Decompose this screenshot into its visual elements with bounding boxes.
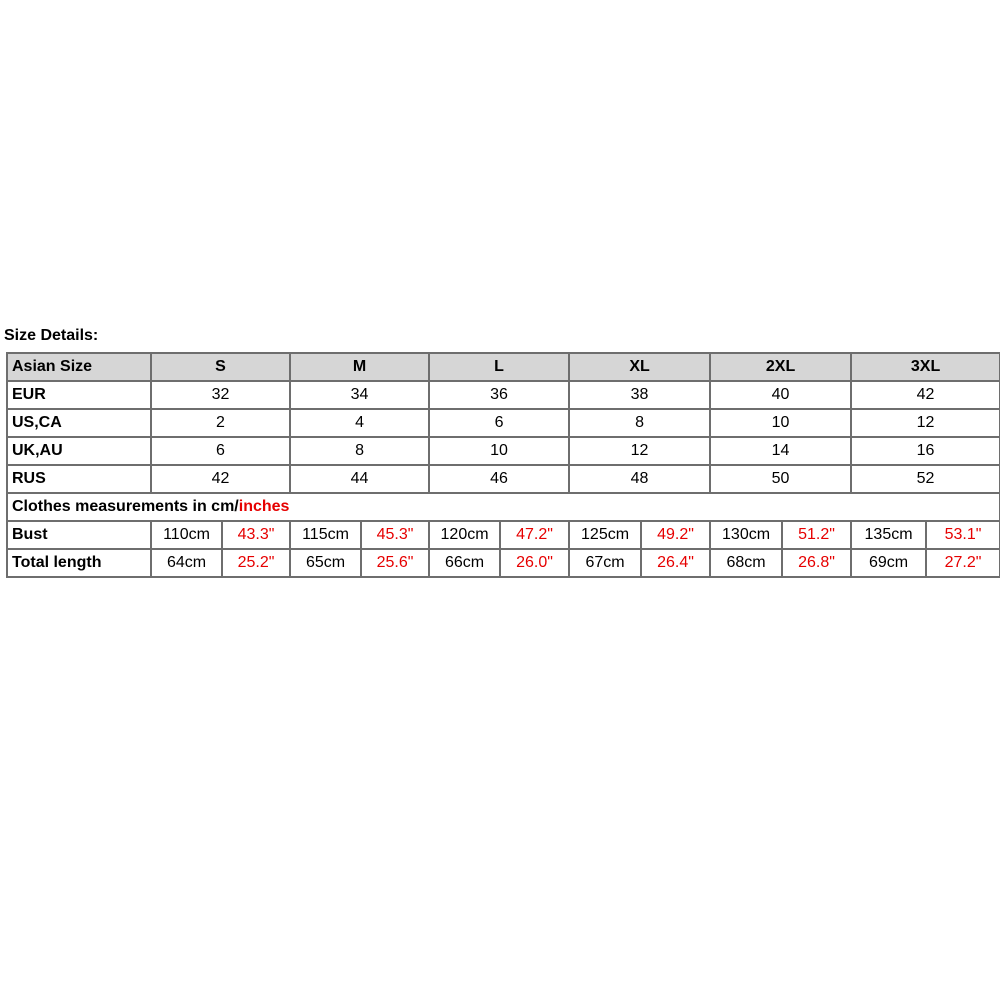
inch-value-cell: 43.3" [222,521,290,549]
conversion-value-cell: 38 [569,381,710,409]
size-chart-table [6,352,1000,578]
size-header-cell: 3XL [851,353,1000,381]
measurement-row [7,521,1000,549]
conversion-value-cell: 48 [569,465,710,493]
conversion-value-cell: 16 [851,437,1000,465]
inch-value-cell: 27.2" [926,549,1000,577]
conversion-label-cell: UK,AU [7,437,151,465]
conversion-value-cell: 12 [569,437,710,465]
cm-value-cell: 135cm [851,521,926,549]
conversion-label-cell: RUS [7,465,151,493]
cm-value-cell: 64cm [151,549,222,577]
cm-value-cell: 69cm [851,549,926,577]
conversion-row [7,465,1000,493]
cm-value-cell: 68cm [710,549,782,577]
measurement-label-cell: Bust [7,521,151,549]
inch-value-cell: 26.4" [641,549,710,577]
conversion-value-cell: 46 [429,465,569,493]
conversion-value-cell: 50 [710,465,851,493]
cm-value-cell: 110cm [151,521,222,549]
measurement-section-row [7,493,1000,521]
conversion-value-cell: 2 [151,409,290,437]
conversion-value-cell: 6 [429,409,569,437]
measurement-row [7,549,1000,577]
conversion-value-cell: 36 [429,381,569,409]
measurement-label-cell: Total length [7,549,151,577]
header-row [7,353,1000,381]
cm-value-cell: 125cm [569,521,641,549]
conversion-label-cell: EUR [7,381,151,409]
conversion-row [7,437,1000,465]
conversion-value-cell: 8 [569,409,710,437]
inch-value-cell: 45.3" [361,521,429,549]
inch-value-cell: 51.2" [782,521,851,549]
cm-value-cell: 65cm [290,549,361,577]
conversion-value-cell: 12 [851,409,1000,437]
conversion-value-cell: 14 [710,437,851,465]
conversion-value-cell: 8 [290,437,429,465]
inch-value-cell: 25.2" [222,549,290,577]
inch-value-cell: 26.0" [500,549,569,577]
conversion-value-cell: 42 [851,381,1000,409]
cm-value-cell: 66cm [429,549,500,577]
conversion-value-cell: 10 [429,437,569,465]
conversion-value-cell: 44 [290,465,429,493]
inch-value-cell: 25.6" [361,549,429,577]
conversion-row [7,409,1000,437]
size-header-cell: M [290,353,429,381]
size-header-cell: S [151,353,290,381]
conversion-label-cell: US,CA [7,409,151,437]
cm-value-cell: 67cm [569,549,641,577]
section-inches-text: inches [238,498,290,515]
conversion-value-cell: 10 [710,409,851,437]
inch-value-cell: 47.2" [500,521,569,549]
conversion-value-cell: 4 [290,409,429,437]
size-header-cell: XL [569,353,710,381]
size-header-cell: L [429,353,569,381]
header-label-cell: Asian Size [7,353,151,381]
cm-value-cell: 130cm [710,521,782,549]
inch-value-cell: 26.8" [782,549,851,577]
size-header-cell: 2XL [710,353,851,381]
inch-value-cell: 53.1" [926,521,1000,549]
inch-value-cell: 49.2" [641,521,710,549]
conversion-value-cell: 52 [851,465,1000,493]
section-prefix-text: Clothes measurements in cm/ [12,498,239,515]
measurement-section-cell [7,493,1000,521]
conversion-value-cell: 34 [290,381,429,409]
conversion-value-cell: 32 [151,381,290,409]
cm-value-cell: 120cm [429,521,500,549]
conversion-row [7,381,1000,409]
size-details-title: Size Details: [4,327,99,344]
conversion-value-cell: 40 [710,381,851,409]
conversion-value-cell: 6 [151,437,290,465]
cm-value-cell: 115cm [290,521,361,549]
conversion-value-cell: 42 [151,465,290,493]
